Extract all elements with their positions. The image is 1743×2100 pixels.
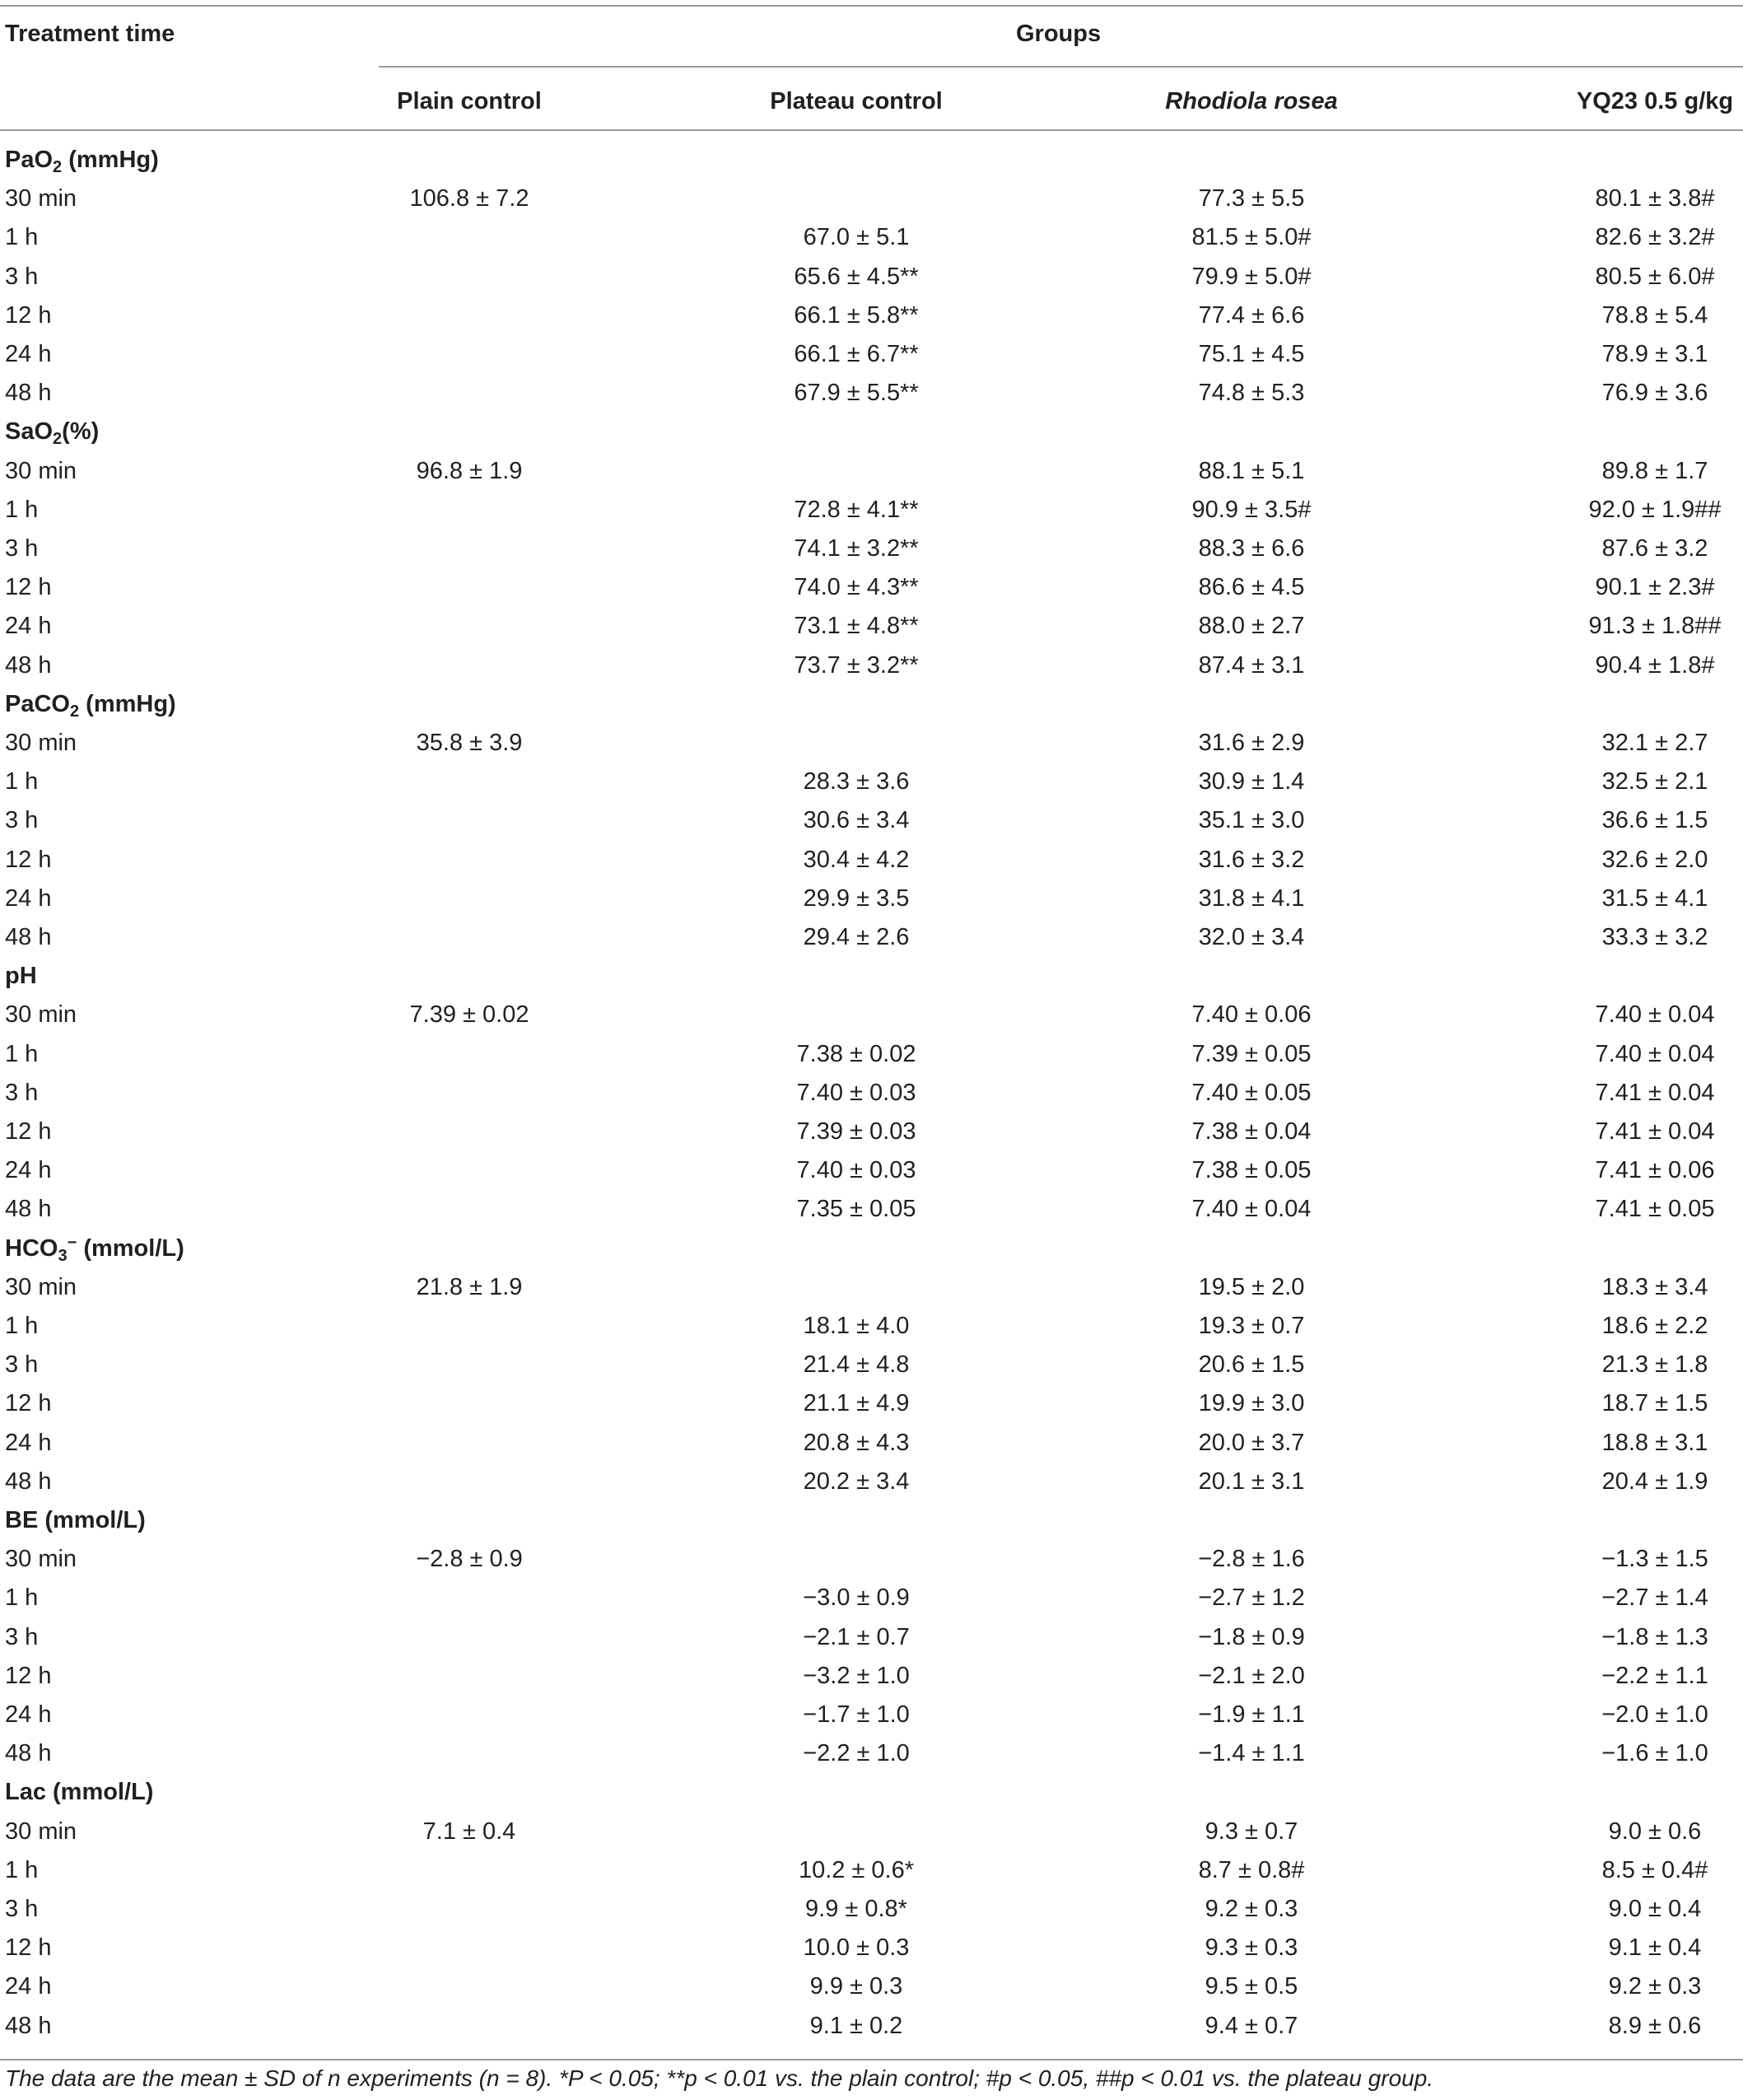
table-cell: 91.3 ± 1.8##: [1588, 613, 1722, 639]
table-cell: 73.7 ± 3.2**: [794, 652, 919, 679]
table-cell: 35.1 ± 3.0: [1198, 807, 1305, 833]
section-title-unit: (mmHg): [62, 147, 159, 173]
section-title: [5, 962, 37, 990]
row-time-label: 30 min: [5, 1274, 77, 1300]
table-cell: 7.40 ± 0.05: [1191, 1080, 1312, 1106]
table-cell: 66.1 ± 6.7**: [794, 341, 919, 367]
table-cell: 9.3 ± 0.7: [1205, 1818, 1298, 1845]
section-title: [5, 690, 176, 721]
table-cell: 19.5 ± 2.0: [1198, 1274, 1305, 1300]
table-cell: 31.6 ± 3.2: [1198, 847, 1305, 873]
table-cell: 80.5 ± 6.0#: [1595, 264, 1715, 290]
section-title-main: PaCO: [5, 691, 70, 717]
table-cell: 76.9 ± 3.6: [1601, 380, 1708, 406]
section-title: [5, 1506, 146, 1534]
row-time-label: 12 h: [5, 302, 52, 329]
table-cell: −3.2 ± 1.0: [803, 1663, 910, 1689]
section-title: [5, 1778, 153, 1806]
table-cell: 32.6 ± 2.0: [1601, 847, 1708, 873]
row-time-label: 30 min: [5, 730, 77, 756]
table-cell: 7.40 ± 0.04: [1595, 1001, 1715, 1028]
table-cell: 31.5 ± 4.1: [1601, 885, 1708, 912]
row-time-label: 24 h: [5, 1157, 52, 1183]
row-time-label: 12 h: [5, 1663, 52, 1689]
table-cell: 32.1 ± 2.7: [1601, 730, 1708, 756]
table-cell: 30.9 ± 1.4: [1198, 768, 1305, 795]
table-cell: 19.3 ± 0.7: [1198, 1313, 1305, 1339]
section-title-subscript: 2: [69, 702, 80, 721]
table-cell: 7.41 ± 0.04: [1595, 1080, 1715, 1106]
table-cell: 74.1 ± 3.2**: [794, 535, 919, 562]
section-title-unit: (%): [62, 418, 100, 445]
table-cell: 21.4 ± 4.8: [803, 1351, 910, 1378]
table-cell: 7.38 ± 0.04: [1191, 1118, 1312, 1145]
header-yq23: YQ23 0.5 g/kg: [1576, 88, 1734, 114]
table-cell: 29.9 ± 3.5: [803, 885, 910, 912]
section-title: [5, 418, 99, 446]
table-cell: 9.2 ± 0.3: [1608, 1973, 1702, 2000]
table-cell: 77.3 ± 5.5: [1198, 185, 1305, 212]
table-cell: 31.6 ± 2.9: [1198, 730, 1305, 756]
row-time-label: 1 h: [5, 1857, 39, 1883]
table-cell: 20.4 ± 1.9: [1601, 1468, 1708, 1495]
section-title-subscript: 2: [53, 430, 63, 448]
table-cell: 9.1 ± 0.2: [809, 2013, 903, 2039]
table-cell: 88.1 ± 5.1: [1198, 458, 1305, 484]
top-rule: [0, 5, 1743, 7]
row-time-label: 3 h: [5, 807, 39, 833]
table-cell: 10.0 ± 0.3: [803, 1934, 910, 1961]
table-cell: 29.4 ± 2.6: [803, 924, 910, 950]
table-cell: 74.0 ± 4.3**: [794, 574, 919, 600]
table-cell: 7.1 ± 0.4: [422, 1818, 516, 1845]
row-time-label: 48 h: [5, 652, 52, 679]
table-cell: 7.41 ± 0.05: [1595, 1196, 1715, 1222]
row-time-label: 24 h: [5, 341, 52, 367]
table-cell: 87.4 ± 3.1: [1198, 652, 1305, 679]
row-time-label: 3 h: [5, 535, 39, 562]
table-cell: −1.8 ± 0.9: [1198, 1624, 1305, 1650]
footnote: The data are the mean ± SD of n experiments (n = 8). *P < 0.05; **p < 0.01 vs. the plain control; #p < 0.05, ##p < 0.01 vs. the plateau group.: [5, 2065, 1434, 2091]
table-cell: 9.0 ± 0.4: [1608, 1896, 1702, 1922]
table-cell: 80.1 ± 3.8#: [1595, 185, 1715, 212]
section-title-unit: (mmol/L): [77, 1235, 184, 1262]
row-time-label: 24 h: [5, 1701, 52, 1728]
section-title-main: PaO: [5, 147, 54, 173]
row-time-label: 12 h: [5, 847, 52, 873]
row-time-label: 3 h: [5, 1624, 39, 1650]
table-cell: 7.40 ± 0.04: [1595, 1041, 1715, 1067]
table-cell: 75.1 ± 4.5: [1198, 341, 1305, 367]
table-cell: 18.8 ± 3.1: [1601, 1430, 1708, 1456]
table-cell: 87.6 ± 3.2: [1601, 535, 1708, 562]
row-time-label: 12 h: [5, 1118, 52, 1145]
row-time-label: 1 h: [5, 1041, 39, 1067]
table-cell: 7.35 ± 0.05: [796, 1196, 916, 1222]
table-cell: 21.8 ± 1.9: [416, 1274, 523, 1300]
row-time-label: 3 h: [5, 1080, 39, 1106]
table-cell: 20.2 ± 3.4: [803, 1468, 910, 1495]
table-cell: 78.8 ± 5.4: [1601, 302, 1708, 329]
section-title-main: pH: [5, 963, 37, 989]
row-time-label: 48 h: [5, 924, 52, 950]
table-cell: 77.4 ± 6.6: [1198, 302, 1305, 329]
table-cell: 32.0 ± 3.4: [1198, 924, 1305, 950]
table-cell: −2.2 ± 1.0: [803, 1740, 910, 1766]
table-cell: 32.5 ± 2.1: [1601, 768, 1708, 795]
row-time-label: 30 min: [5, 1001, 77, 1028]
table-cell: 9.9 ± 0.8*: [805, 1896, 907, 1922]
table-cell: 7.41 ± 0.06: [1595, 1157, 1715, 1183]
table-cell: 79.9 ± 5.0#: [1191, 264, 1312, 290]
table-cell: 86.6 ± 4.5: [1198, 574, 1305, 600]
row-time-label: 24 h: [5, 1973, 52, 2000]
table-cell: 35.8 ± 3.9: [416, 730, 523, 756]
table-cell: 7.39 ± 0.05: [1191, 1041, 1312, 1067]
row-time-label: 48 h: [5, 1468, 52, 1495]
table-cell: 90.9 ± 3.5#: [1191, 497, 1312, 523]
table-cell: 19.9 ± 3.0: [1198, 1390, 1305, 1416]
section-title: [5, 146, 159, 174]
table-cell: 18.1 ± 4.0: [803, 1313, 910, 1339]
row-time-label: 1 h: [5, 497, 39, 523]
section-title-main: SaO: [5, 418, 54, 445]
table-cell: 8.5 ± 0.4#: [1601, 1857, 1708, 1883]
table-cell: 88.3 ± 6.6: [1198, 535, 1305, 562]
table-cell: 7.39 ± 0.02: [409, 1001, 529, 1028]
row-time-label: 1 h: [5, 1584, 39, 1611]
table-cell: 36.6 ± 1.5: [1601, 807, 1708, 833]
row-time-label: 24 h: [5, 1430, 52, 1456]
table-cell: 90.4 ± 1.8#: [1595, 652, 1715, 679]
table-cell: 20.0 ± 3.7: [1198, 1430, 1305, 1456]
row-time-label: 30 min: [5, 1546, 77, 1572]
table-cell: 96.8 ± 1.9: [416, 458, 523, 484]
row-time-label: 1 h: [5, 1313, 39, 1339]
row-time-label: 3 h: [5, 264, 39, 290]
table-cell: 7.41 ± 0.04: [1595, 1118, 1715, 1145]
table-cell: 30.4 ± 4.2: [803, 847, 910, 873]
table-cell: −1.4 ± 1.1: [1198, 1740, 1305, 1766]
header-plateau-control: Plateau control: [770, 88, 943, 114]
groups-rule: [379, 66, 1743, 68]
row-time-label: 12 h: [5, 1934, 52, 1961]
table-cell: −2.2 ± 1.1: [1601, 1663, 1708, 1689]
row-time-label: 12 h: [5, 1390, 52, 1416]
table-cell: 8.9 ± 0.6: [1608, 2013, 1702, 2039]
table-cell: 7.40 ± 0.03: [796, 1080, 916, 1106]
table-cell: 9.1 ± 0.4: [1608, 1934, 1702, 1961]
table-cell: −1.8 ± 1.3: [1601, 1624, 1708, 1650]
table-cell: 18.6 ± 2.2: [1601, 1313, 1708, 1339]
row-time-label: 3 h: [5, 1896, 39, 1922]
table-cell: 9.9 ± 0.3: [809, 1973, 903, 2000]
row-time-label: 1 h: [5, 224, 39, 250]
table-cell: 21.3 ± 1.8: [1601, 1351, 1708, 1378]
table-cell: −2.7 ± 1.4: [1601, 1584, 1708, 1611]
table-cell: 90.1 ± 2.3#: [1595, 574, 1715, 600]
row-time-label: 48 h: [5, 1740, 52, 1766]
row-time-label: 24 h: [5, 613, 52, 639]
section-title-subscript: 2: [53, 158, 63, 176]
table-cell: 89.8 ± 1.7: [1601, 458, 1708, 484]
table-cell: 66.1 ± 5.8**: [794, 302, 919, 329]
table-cell: 28.3 ± 3.6: [803, 768, 910, 795]
table-cell: 33.3 ± 3.2: [1601, 924, 1708, 950]
table-cell: 9.4 ± 0.7: [1205, 2013, 1298, 2039]
table-cell: −2.0 ± 1.0: [1601, 1701, 1708, 1728]
section-title-main: HCO: [5, 1235, 58, 1262]
header-plain-control: Plain control: [397, 88, 542, 114]
table-cell: 7.40 ± 0.04: [1191, 1196, 1312, 1222]
table-cell: −2.1 ± 0.7: [803, 1624, 910, 1650]
table-cell: 78.9 ± 3.1: [1601, 341, 1708, 367]
row-time-label: 24 h: [5, 885, 52, 912]
table-cell: 92.0 ± 1.9##: [1588, 497, 1722, 523]
table-cell: 81.5 ± 5.0#: [1191, 224, 1312, 250]
table-cell: 88.0 ± 2.7: [1198, 613, 1305, 639]
section-title-subscript: 3: [58, 1247, 68, 1265]
row-time-label: 48 h: [5, 380, 52, 406]
row-time-label: 30 min: [5, 458, 77, 484]
table-cell: 7.40 ± 0.03: [796, 1157, 916, 1183]
table-cell: 20.1 ± 3.1: [1198, 1468, 1305, 1495]
table-cell: 9.0 ± 0.6: [1608, 1818, 1702, 1845]
table-cell: 20.6 ± 1.5: [1198, 1351, 1305, 1378]
table-cell: −2.7 ± 1.2: [1198, 1584, 1305, 1611]
table-cell: 7.38 ± 0.02: [796, 1041, 916, 1067]
table-cell: 7.40 ± 0.06: [1191, 1001, 1312, 1028]
table-cell: −1.3 ± 1.5: [1601, 1546, 1708, 1572]
row-time-label: 12 h: [5, 574, 52, 600]
bottom-rule: [0, 2059, 1743, 2060]
row-time-label: 1 h: [5, 768, 39, 795]
table-cell: 31.8 ± 4.1: [1198, 885, 1305, 912]
table-cell: 67.9 ± 5.5**: [794, 380, 919, 406]
table-cell: 9.3 ± 0.3: [1205, 1934, 1298, 1961]
row-time-label: 48 h: [5, 1196, 52, 1222]
table-cell: 73.1 ± 4.8**: [794, 613, 919, 639]
table-cell: 18.7 ± 1.5: [1601, 1390, 1708, 1416]
section-title-superscript: −: [67, 1234, 77, 1252]
header-rhodiola-rosea: Rhodiola rosea: [1165, 88, 1338, 114]
section-title-main: BE (mmol/L): [5, 1507, 146, 1533]
table-cell: −2.8 ± 0.9: [416, 1546, 523, 1572]
table-cell: −1.9 ± 1.1: [1198, 1701, 1305, 1728]
row-time-label: 30 min: [5, 1818, 77, 1845]
table-cell: −1.6 ± 1.0: [1601, 1740, 1708, 1766]
table-cell: 21.1 ± 4.9: [803, 1390, 910, 1416]
table-cell: 106.8 ± 7.2: [409, 185, 529, 212]
table-cell: 7.38 ± 0.05: [1191, 1157, 1312, 1183]
section-title-unit: (mmHg): [79, 691, 176, 717]
table-cell: 9.2 ± 0.3: [1205, 1896, 1298, 1922]
table-cell: 20.8 ± 4.3: [803, 1430, 910, 1456]
table-cell: 8.7 ± 0.8#: [1198, 1857, 1305, 1883]
header-treatment-time: Treatment time: [5, 21, 175, 47]
section-title: [5, 1234, 184, 1265]
table-cell: 82.6 ± 3.2#: [1595, 224, 1715, 250]
table-cell: 18.3 ± 3.4: [1601, 1274, 1708, 1300]
row-time-label: 48 h: [5, 2013, 52, 2039]
table-cell: −2.8 ± 1.6: [1198, 1546, 1305, 1572]
table-cell: −2.1 ± 2.0: [1198, 1663, 1305, 1689]
table-cell: −1.7 ± 1.0: [803, 1701, 910, 1728]
row-time-label: 30 min: [5, 185, 77, 212]
header-rule: [0, 129, 1743, 131]
table-cell: 9.5 ± 0.5: [1205, 1973, 1298, 2000]
section-title-main: Lac (mmol/L): [5, 1779, 154, 1805]
header-groups: Groups: [1016, 21, 1102, 47]
table-cell: 74.8 ± 5.3: [1198, 380, 1305, 406]
table-cell: 30.6 ± 3.4: [803, 807, 910, 833]
row-time-label: 3 h: [5, 1351, 39, 1378]
table-cell: 67.0 ± 5.1: [803, 224, 910, 250]
table-cell: 10.2 ± 0.6*: [798, 1857, 915, 1883]
table-cell: −3.0 ± 0.9: [803, 1584, 910, 1611]
table-cell: 7.39 ± 0.03: [796, 1118, 916, 1145]
table-cell: 65.6 ± 4.5**: [794, 264, 919, 290]
table-cell: 72.8 ± 4.1**: [794, 497, 919, 523]
